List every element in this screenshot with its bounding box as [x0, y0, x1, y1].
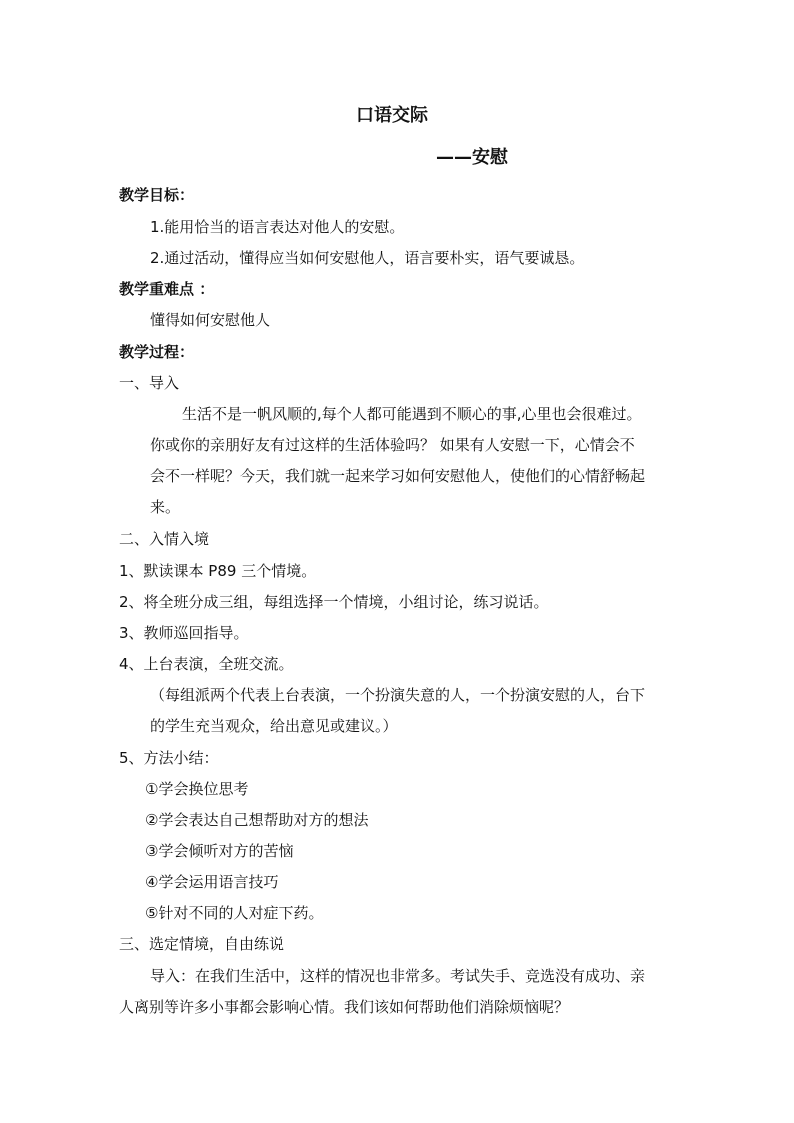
section1-heading: 一、导入	[119, 374, 180, 392]
summary-item: ④学会运用语言技巧	[145, 873, 279, 891]
summary-item: ②学会表达自己想帮助对方的想法	[145, 811, 369, 829]
process-heading: 教学过程：	[119, 343, 195, 361]
key-points-text: 懂得如何安慰他人	[150, 311, 271, 329]
section3-heading: 三、选定情境，自由练说	[119, 935, 285, 953]
summary-item: ①学会换位思考	[145, 780, 249, 798]
section2-step: 3、教师巡回指导。	[119, 624, 249, 642]
section1-paragraph-line: 会不一样呢？今天，我们就一起来学习如何安慰他人，使他们的心情舒畅起	[150, 467, 646, 485]
summary-heading: 5、方法小结：	[119, 749, 219, 767]
section2-step: 4、上台表演，全班交流。	[119, 655, 294, 673]
section1-paragraph-line: 你或你的亲朋好友有过这样的生活体验吗？ 如果有人安慰一下，心情会不	[150, 436, 635, 454]
summary-item: ③学会倾听对方的苦恼	[145, 842, 294, 860]
section3-paragraph-line: 导入：在我们生活中，这样的情况也非常多。考试失手、竞选没有成功、亲	[150, 967, 646, 985]
key-points-heading: 教学重难点 ：	[119, 280, 215, 298]
summary-item: ⑤针对不同的人对症下药。	[145, 904, 324, 922]
section2-heading: 二、入情入境	[119, 530, 210, 548]
section1-paragraph-line: 生活不是一帆风顺的,每个人都可能遇到不顺心的事,心里也会很难过。	[182, 405, 642, 423]
goal-item: 1.能用恰当的语言表达对他人的安慰。	[150, 218, 405, 236]
goal-item: 2.通过活动，懂得应当如何安慰他人，语言要朴实，语气要诚恳。	[150, 249, 585, 267]
goals-heading: 教学目标：	[119, 186, 195, 204]
section2-step: 1、默读课本 P89 三个情境。	[119, 562, 317, 580]
section2-note-line: （每组派两个代表上台表演，一个扮演失意的人，一个扮演安慰的人，台下	[150, 686, 646, 704]
document-subtitle: ——安慰	[436, 147, 508, 168]
section3-paragraph-line: 人离别等许多小事都会影响心情。我们该如何帮助他们消除烦恼呢？	[119, 998, 570, 1016]
section2-step: 2、将全班分成三组，每组选择一个情境，小组讨论，练习说话。	[119, 593, 549, 611]
document-title: 口语交际	[356, 105, 428, 126]
section1-paragraph-line: 来。	[150, 498, 181, 516]
section2-note-line: 的学生充当观众，给出意见或建议。）	[150, 717, 398, 735]
